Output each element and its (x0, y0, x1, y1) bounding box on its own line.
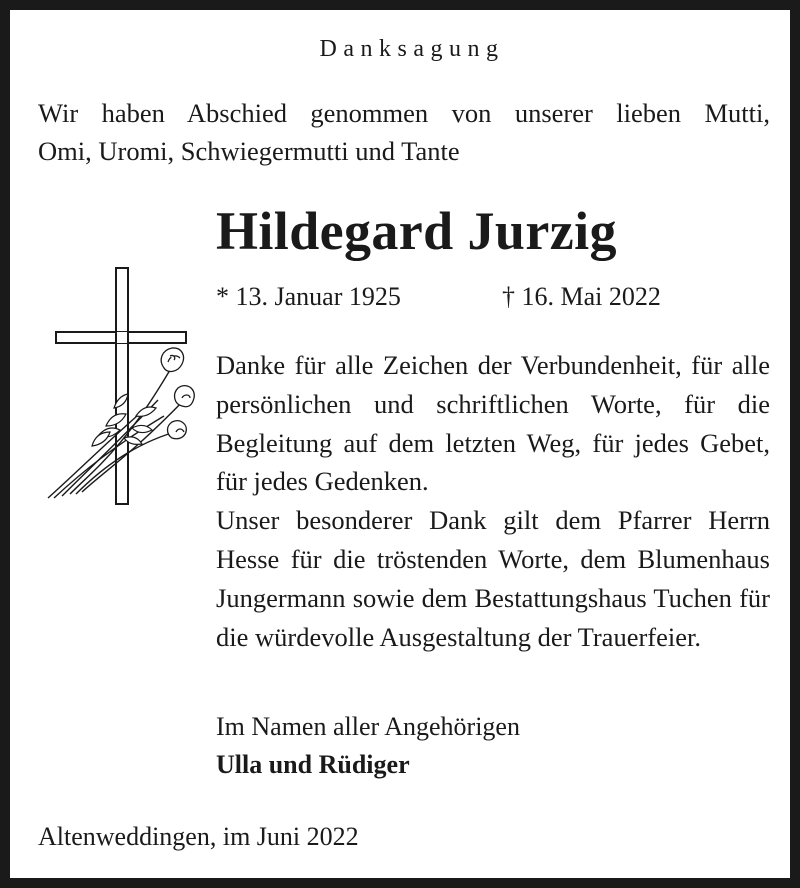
intro-text (38, 94, 770, 170)
death-date: † 16. Mai 2022 (502, 282, 661, 311)
cross-with-roses-icon (36, 258, 196, 514)
thanks-paragraph-1: Danke für alle Zeichen der Verbundenheit, für alle persönlichen und schriftlichen Worte, für die Begleitung auf dem letzten Weg, für jedes Gebet, für jedes Gedenken. (216, 350, 770, 497)
place-date: Altenweddingen, im Juni 2022 (38, 822, 359, 851)
signature-line: Im Namen aller Angehörigen (216, 712, 520, 741)
signature-block (216, 708, 520, 784)
intro-line-1: Wir haben Abschied genommen von unserer lieben Mutti, (38, 98, 770, 128)
deceased-name: Hildegard Jurzig (216, 201, 617, 261)
heading: Danksagung (319, 36, 505, 62)
thanks-text (216, 346, 770, 656)
birth-date: * 13. Januar 1925 (216, 282, 401, 311)
thanks-paragraph-2: Unser besonderer Dank gilt dem Pfarrer Herrn Hesse für die tröstenden Worte, dem Blumenhaus Jungermann sowie dem Bestattungshaus Tuchen für die würdevolle Ausgestaltung der Trauerfeier. (216, 505, 770, 652)
life-dates (216, 282, 661, 312)
signature-names: Ulla und Rüdiger (216, 750, 410, 779)
intro-line-2: Omi, Uromi, Schwiegermutti und Tante (38, 136, 460, 166)
